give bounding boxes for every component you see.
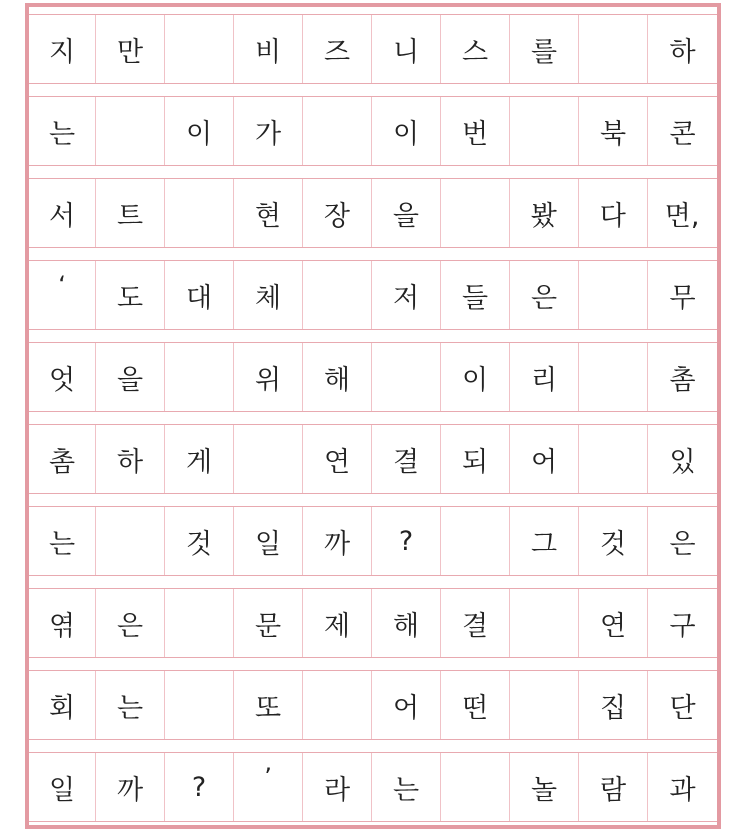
manuscript-cell: 을 [96,343,165,411]
manuscript-row [29,424,717,494]
manuscript-cell: 스 [441,15,510,83]
manuscript-cell: 엮 [29,589,96,657]
manuscript-row [29,752,717,822]
manuscript-cell [165,589,234,657]
manuscript-cell: ? [372,507,441,575]
manuscript-cell: 이 [165,97,234,165]
manuscript-cell: 연 [579,589,648,657]
manuscript-cell [441,753,510,821]
manuscript-cell: 그 [510,507,579,575]
manuscript-cell [165,343,234,411]
manuscript-cell: 만 [96,15,165,83]
manuscript-cell: 되 [441,425,510,493]
manuscript-cell: 는 [372,753,441,821]
manuscript-cell: 면, [664,200,700,232]
manuscript-cell: 즈 [303,15,372,83]
manuscript-cell: 있 [669,446,696,478]
manuscript-cell: ’ [234,753,303,821]
manuscript-cell [96,507,165,575]
manuscript-cell: 놀 [510,753,579,821]
manuscript-cell: 엇 [29,343,96,411]
manuscript-cell [579,343,648,411]
manuscript-cell: 해 [303,343,372,411]
manuscript-cell: 하 [669,36,696,68]
manuscript-cell: 트 [96,179,165,247]
manuscript-cell: 촘 [29,425,96,493]
manuscript-cell [441,507,510,575]
manuscript-cell: 북 [579,97,648,165]
manuscript-cell: 도 [96,261,165,329]
manuscript-cell [510,97,579,165]
manuscript-cell: 회 [29,671,96,739]
manuscript-row [29,96,717,166]
manuscript-paper [25,3,721,829]
manuscript-cell: 어 [510,425,579,493]
manuscript-cell [441,179,510,247]
manuscript-cell: 현 [234,179,303,247]
manuscript-cell: 또 [234,671,303,739]
manuscript-cell: 람 [579,753,648,821]
manuscript-cell: 촘 [669,364,696,396]
manuscript-cell: 연 [303,425,372,493]
manuscript-cell: 무 [669,282,696,314]
manuscript-cell: 위 [234,343,303,411]
manuscript-cell: 제 [303,589,372,657]
manuscript-cell: 떤 [441,671,510,739]
manuscript-cell: 장 [303,179,372,247]
manuscript-cell: 어 [372,671,441,739]
manuscript-cell: 리 [510,343,579,411]
manuscript-cell: 봤 [510,179,579,247]
manuscript-cell: 저 [372,261,441,329]
manuscript-cell: 까 [303,507,372,575]
manuscript-cell: 가 [234,97,303,165]
manuscript-cell: 들 [441,261,510,329]
manuscript-cell [510,589,579,657]
manuscript-cell: 는 [96,671,165,739]
manuscript-row [29,14,717,84]
manuscript-cell [579,261,648,329]
manuscript-row [29,506,717,576]
manuscript-cell: 서 [29,179,96,247]
manuscript-cell: 대 [165,261,234,329]
manuscript-cell: 구 [669,610,696,642]
manuscript-row [29,670,717,740]
manuscript-row [29,178,717,248]
manuscript-cell [579,425,648,493]
manuscript-cell: 이 [372,97,441,165]
manuscript-cell: 는 [29,507,96,575]
manuscript-cell: 번 [441,97,510,165]
manuscript-cell: 일 [234,507,303,575]
manuscript-cell [96,97,165,165]
manuscript-cell [372,343,441,411]
manuscript-cell [510,671,579,739]
manuscript-cell: 결 [441,589,510,657]
manuscript-cell: 집 [579,671,648,739]
manuscript-cell: 비 [234,15,303,83]
manuscript-cell: 을 [372,179,441,247]
manuscript-cell: 은 [510,261,579,329]
manuscript-cell [303,671,372,739]
manuscript-cell [234,425,303,493]
manuscript-cell [165,179,234,247]
manuscript-cell: 다 [579,179,648,247]
manuscript-cell: 지 [29,15,96,83]
manuscript-row [29,260,717,330]
manuscript-cell: ‘ [29,261,96,329]
manuscript-cell: 것 [579,507,648,575]
manuscript-cell: 것 [165,507,234,575]
manuscript-cell: 게 [165,425,234,493]
manuscript-cell [165,671,234,739]
manuscript-row [29,588,717,658]
manuscript-cell: 이 [441,343,510,411]
manuscript-cell: 과 [669,774,696,806]
manuscript-cell: 체 [234,261,303,329]
manuscript-cell: 니 [372,15,441,83]
manuscript-cell: 콘 [669,118,696,150]
manuscript-cell: 를 [510,15,579,83]
manuscript-cell [303,261,372,329]
manuscript-cell: 까 [96,753,165,821]
manuscript-cell [303,97,372,165]
manuscript-cell: 은 [96,589,165,657]
manuscript-cell: 일 [29,753,96,821]
manuscript-cell: 하 [96,425,165,493]
manuscript-cell: 결 [372,425,441,493]
manuscript-cell: 은 [669,528,696,560]
manuscript-cell: 단 [669,692,696,724]
manuscript-row [29,342,717,412]
manuscript-cell: 는 [29,97,96,165]
manuscript-cell: 문 [234,589,303,657]
manuscript-cell: 라 [303,753,372,821]
manuscript-cell: ? [165,753,234,821]
manuscript-cell [579,15,648,83]
manuscript-cell: 해 [372,589,441,657]
manuscript-cell [165,15,234,83]
